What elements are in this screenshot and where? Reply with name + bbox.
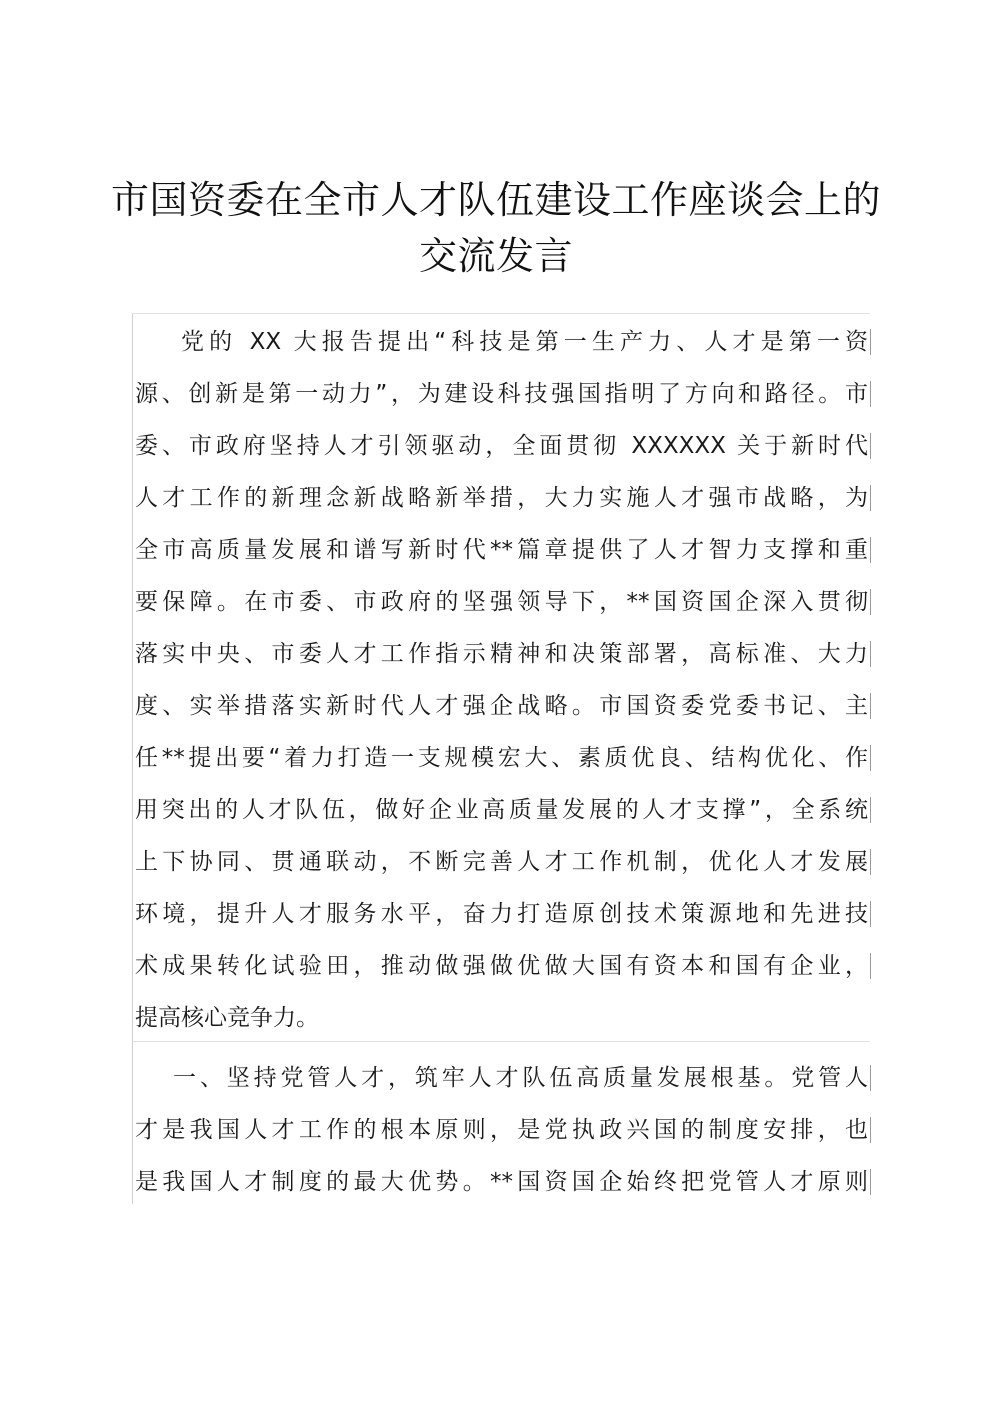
margin-mark bbox=[870, 381, 871, 407]
margin-mark bbox=[870, 745, 871, 771]
margin-mark bbox=[870, 797, 871, 823]
margin-mark bbox=[870, 537, 871, 563]
margin-mark bbox=[870, 1169, 871, 1195]
margin-mark bbox=[870, 329, 871, 355]
paragraph-1-line: 上下协同、贯通联动，不断完善人才工作机制，优化人才发展 bbox=[135, 849, 868, 875]
paragraph-1-line: 人才工作的新理念新战略新举措，大力实施人才强市战略，为 bbox=[135, 485, 868, 511]
margin-mark bbox=[870, 1065, 871, 1091]
margin-mark bbox=[870, 953, 871, 979]
document-title bbox=[100, 172, 892, 284]
paragraph-1-line: 委、市政府坚持人才引领驱动，全面贯彻 XXXXXX 关于新时代 bbox=[135, 433, 868, 459]
margin-mark bbox=[870, 901, 871, 927]
margin-mark bbox=[870, 641, 871, 667]
paragraph-1-line: 任**提出要“着力打造一支规模宏大、素质优良、结构优化、作 bbox=[135, 745, 868, 771]
paragraph-1-line: 用突出的人才队伍，做好企业高质量发展的人才支撑”，全系统 bbox=[135, 797, 868, 823]
paragraph-1-line: 术成果转化试验田，推动做强做优做大国有资本和国有企业， bbox=[135, 953, 868, 979]
margin-mark bbox=[870, 433, 871, 459]
paragraph-1-line: 全市高质量发展和谱写新时代**篇章提供了人才智力支撑和重 bbox=[135, 537, 868, 563]
margin-mark bbox=[870, 485, 871, 511]
title-line-2: 交流发言 bbox=[418, 234, 573, 278]
paragraph-1-line: 落实中央、市委人才工作指示精神和决策部署，高标准、大力 bbox=[135, 641, 868, 667]
paragraph-2-line: 一、坚持党管人才，筑牢人才队伍高质量发展根基。党管人 bbox=[173, 1065, 868, 1091]
paragraph-2 bbox=[132, 1041, 870, 1204]
paragraph-1-line: 提高核心竞争力。 bbox=[135, 1005, 319, 1031]
margin-mark bbox=[870, 693, 871, 719]
paragraph-1-line: 要保障。在市委、市政府的坚强领导下，**国资国企深入贯彻 bbox=[135, 589, 868, 615]
paragraph-1-line: 源、创新是第一动力”，为建设科技强国指明了方向和路径。市 bbox=[135, 381, 868, 407]
paragraph-2-line: 是我国人才制度的最大优势。**国资国企始终把党管人才原则 bbox=[135, 1169, 868, 1195]
margin-mark bbox=[870, 589, 871, 615]
paragraph-1 bbox=[132, 313, 870, 1041]
paragraph-1-line: 度、实举措落实新时代人才强企战略。市国资委党委书记、主 bbox=[135, 693, 868, 719]
margin-mark bbox=[870, 849, 871, 875]
paragraph-1-line: 环境，提升人才服务水平，奋力打造原创技术策源地和先进技 bbox=[135, 901, 868, 927]
title-line-1: 市国资委在全市人才队伍建设工作座谈会上的 bbox=[110, 178, 881, 222]
paragraph-2-line: 才是我国人才工作的根本原则，是党执政兴国的制度安排，也 bbox=[135, 1117, 868, 1143]
margin-mark bbox=[870, 1117, 871, 1143]
paragraph-1-line: 党的 XX 大报告提出“科技是第一生产力、人才是第一资 bbox=[181, 329, 868, 355]
